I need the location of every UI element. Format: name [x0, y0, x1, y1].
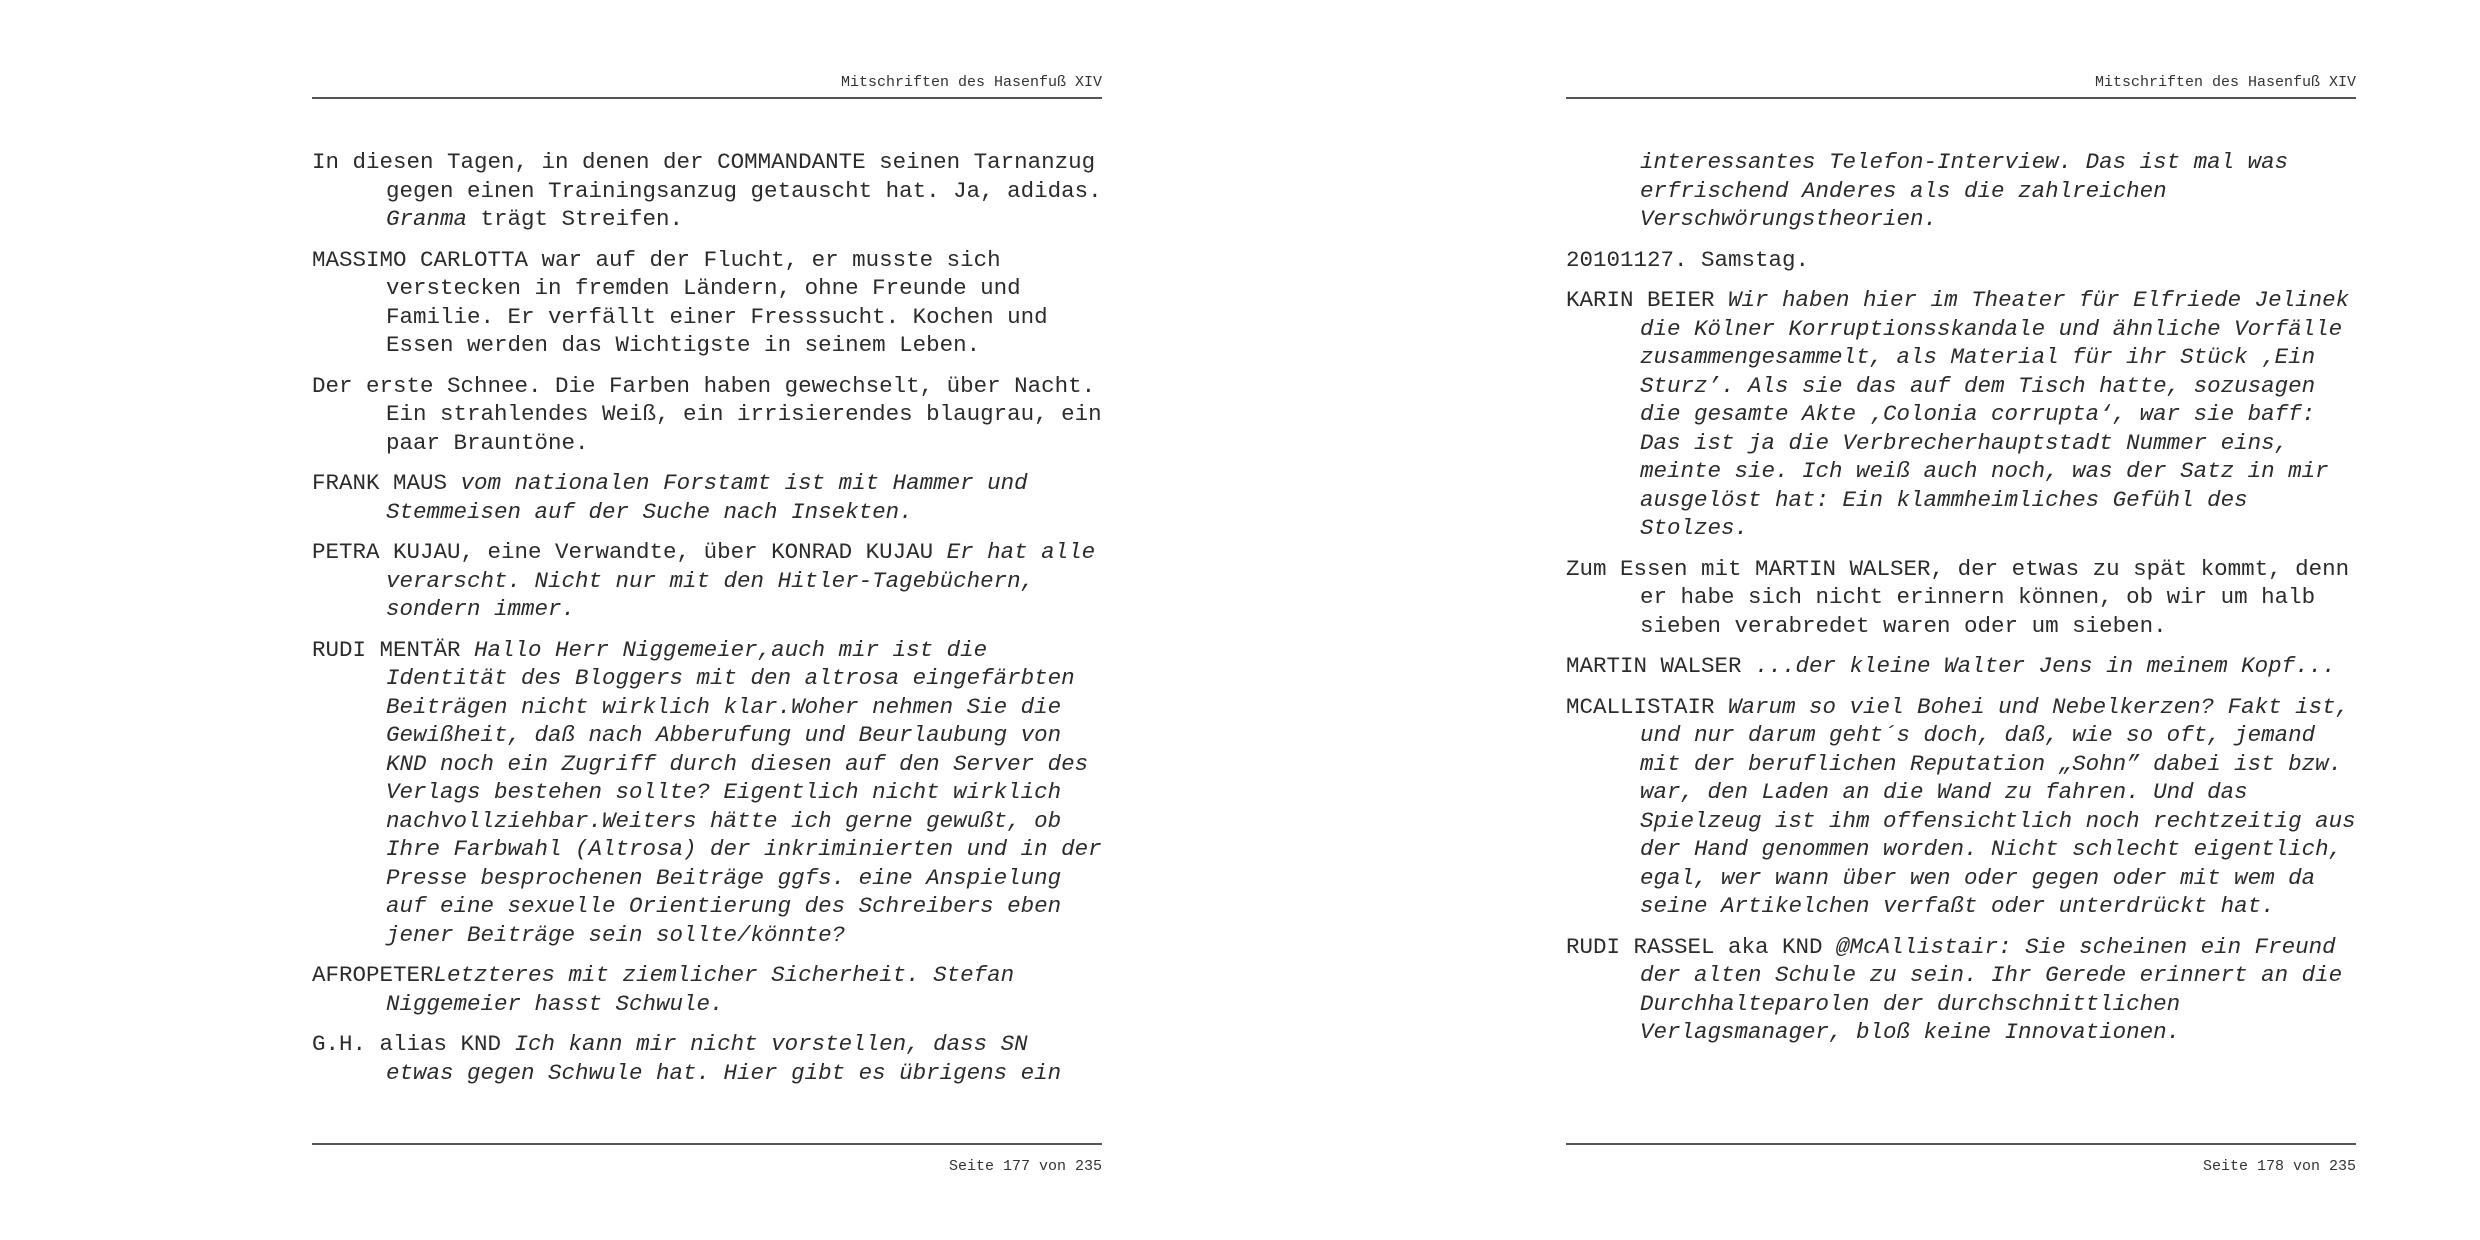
footer-rule — [1566, 1143, 2356, 1145]
entry-text: RUDI RASSEL aka KND — [1566, 933, 1837, 960]
entry-text: PETRA KUJAU, eine Verwandte, über KONRAD KUJAU — [312, 539, 947, 565]
entry-text: In diesen Tagen, in denen der COMMANDANTE seinen Tarnanzug gegen einen Trainingsanzug getauscht hat. Ja, adidas. — [312, 149, 1102, 204]
entry-text-after: trägt Streifen. — [467, 206, 684, 232]
entry — [1566, 693, 2356, 921]
page-number: Seite 178 von 235 — [2202, 1158, 2356, 1175]
entry — [1566, 555, 2356, 641]
entry-text: FRANK MAUS — [312, 470, 461, 496]
entry-text: Der erste Schnee. Die Farben haben gewechselt, über Nacht. Ein strahlendes Weiß, ein irrisierendes blaugrau, ein paar Brauntöne. — [312, 372, 1102, 456]
entry-quote: Er hat alle verarscht. Nicht nur mit den Hitler-Tagebüchern, sondern immer. — [386, 539, 1096, 622]
entry-quote: interessantes Telefon-Interview. Das ist mal was erfrischend Anderes als die zahlreichen Verschwörungstheorien. — [1640, 149, 2289, 232]
page-body — [312, 148, 1102, 1099]
entry — [312, 538, 1102, 624]
entry-text: MASSIMO CARLOTTA war auf der Flucht, er musste sich verstecken in fremden Ländern, ohne Freunde und Familie. Er verfällt einer Fresssucht. Kochen und Essen werden das Wichtigste in seinem Leben. — [312, 246, 1048, 358]
entry — [312, 961, 1102, 1018]
entry-quote: Granma — [386, 206, 468, 232]
entry — [312, 469, 1102, 526]
entry — [1566, 652, 2356, 681]
page-number: Seite 177 von 235 — [948, 1158, 1102, 1175]
entry-quote: Warum so viel Bohei und Nebelkerzen? Fakt ist, und nur darum geht´s doch, daß, wie so oft, jemand mit der beruflichen Reputation „Sohn” dabei ist bzw. war, den Laden an die Wand zu fahren. Und das Spielzeug ist ihm offensichtlich noch rechtzeitig aus der Hand genommen worden. Nicht schlecht eigentlich, egal, wer wann über wen oder gegen oder mit wem da seine Artikelchen verfaßt oder unterdrückt hat. — [1640, 693, 2356, 919]
right-page — [1566, 0, 2356, 1240]
entry-quote: Ich kann mir nicht vorstellen, dass SN etwas gegen Schwule hat. Hier gibt es übrigens ein — [386, 1031, 1062, 1086]
entry-text: KARIN BEIER — [1566, 287, 1729, 313]
entry-text: G.H. alias KND — [312, 1031, 515, 1057]
entry — [312, 148, 1102, 234]
entry-text: 20101127. Samstag. — [1566, 246, 1810, 273]
entry — [312, 372, 1102, 458]
entry-quote: ...der kleine Walter Jens in meinem Kopf... — [1755, 653, 2336, 679]
entry-text: MCALLISTAIR — [1566, 693, 1729, 720]
running-header: Mitschriften des Hasenfuß XIV — [2094, 74, 2356, 91]
entry — [312, 246, 1102, 360]
entry-quote: @McAllistair: Sie scheinen ein Freund der alten Schule zu sein. Ihr Gerede erinnert an die Durchhalteparolen der durchschnittlichen Verlagsmanager, bloß keine Innovationen. — [1640, 933, 2343, 1045]
entry-date — [1566, 246, 2356, 275]
entry-quote: Hallo Herr Niggemeier,auch mir ist die Identität des Bloggers mit den altrosa eingefärbten Beiträgen nicht wirklich klar.Woher nehmen Sie die Gewißheit, daß nach Abberufung und Beurlaubung von KND noch ein Zugriff durch diesen auf den Server des Verlags bestehen sollte? Eigentlich nicht wirklich nachvollziehbar.Weiters hätte ich gerne gewußt, ob Ihre Farbwahl (Altrosa) der inkriminierten und in der Presse besprochenen Beiträge ggfs. eine Anspielung auf eine sexuelle Orientierung des Schreibers eben jener Beiträge sein sollte/könnte? — [386, 636, 1102, 948]
entry — [1566, 933, 2356, 1047]
entry-quote: vom nationalen Forstamt ist mit Hammer und Stemmeisen auf der Suche nach Insekten. — [386, 470, 1028, 525]
footer-rule — [312, 1143, 1102, 1145]
page-body — [1566, 148, 2356, 1059]
entry-text: MARTIN WALSER — [1566, 653, 1756, 679]
entry — [312, 1030, 1102, 1087]
entry — [1566, 286, 2356, 543]
left-page — [312, 0, 1102, 1240]
header-rule — [312, 97, 1102, 99]
entry-continuation — [1566, 148, 2356, 234]
entry-quote: Wir haben hier im Theater für Elfriede Jelinek die Kölner Korruptionsskandale und ähnliche Vorfälle zusammengesammelt, als Material für ihr Stück ‚Ein Sturz’. Als sie das auf dem Tisch hatte, sozusagen die gesamte Akte ‚Colonia corrupta‘, war sie baff: Das ist ja die Verbrecherhauptstadt Nummer eins, meinte sie. Ich weiß auch noch, was der Satz in mir ausgelöst hat: Ein klammheimliches Gefühl des Stolzes. — [1640, 287, 2350, 541]
entry-text: AFROPETER — [312, 962, 434, 988]
entry — [312, 636, 1102, 950]
entry-quote: Letzteres mit ziemlicher Sicherheit. Stefan Niggemeier hasst Schwule. — [386, 962, 1015, 1017]
header-rule — [1566, 97, 2356, 99]
running-header: Mitschriften des Hasenfuß XIV — [840, 74, 1102, 91]
entry-text: Zum Essen mit MARTIN WALSER, der etwas zu spät kommt, denn er habe sich nicht erinnern können, ob wir um halb sieben verabredet waren oder um sieben. — [1566, 555, 2350, 639]
entry-text: RUDI MENTÄR — [312, 636, 475, 663]
